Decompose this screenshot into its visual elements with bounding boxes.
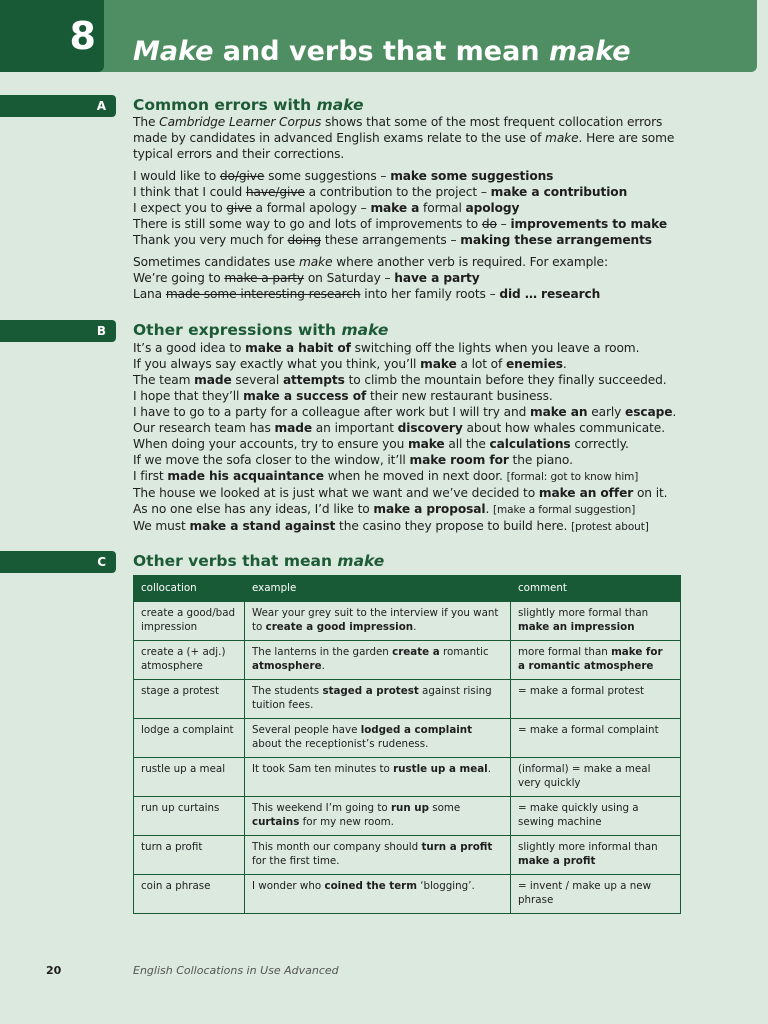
section-a-other-verbs	[133, 254, 733, 302]
cell-comment: slightly more informal than make a profit	[511, 835, 681, 874]
text-line: If we move the sofa closer to the window, it’ll make room for the piano.	[133, 453, 573, 467]
cell-comment: = make a formal protest	[511, 679, 681, 718]
cell-collocation: create a (+ adj.) atmosphere	[134, 640, 245, 679]
cell-example: It took Sam ten minutes to rustle up a meal.	[245, 757, 511, 796]
unit-title-part3: make	[548, 36, 631, 67]
text-line: I have to go to a party for a colleague after work but I will try and make an early escape.	[133, 405, 677, 419]
table-row	[134, 874, 681, 913]
cell-collocation: coin a phrase	[134, 874, 245, 913]
text-line: When doing your accounts, try to ensure you make all the calculations correctly.	[133, 437, 629, 451]
table-header-row	[134, 576, 681, 602]
table-row	[134, 601, 681, 640]
section-a-errors	[133, 168, 733, 248]
text-line: If you always say exactly what you think, you’ll make a lot of enemies.	[133, 357, 567, 371]
cell-comment: = make a formal complaint	[511, 718, 681, 757]
section-b-letter: B	[96, 324, 106, 338]
cell-example: This weekend I’m going to run up some curtains for my new room.	[245, 796, 511, 835]
text-line: Thank you very much for doing these arrangements – making these arrangements	[133, 233, 652, 247]
text-line: It’s a good idea to make a habit of switching off the lights when you leave a room.	[133, 341, 640, 355]
cell-example: Several people have lodged a complaint about the receptionist’s rudeness.	[245, 718, 511, 757]
unit-title-part1: Make	[133, 36, 214, 67]
unit-number: 8	[69, 14, 96, 58]
cell-comment: more formal than make for a romantic atmosphere	[511, 640, 681, 679]
page-number: 20	[46, 964, 62, 977]
table-row	[134, 718, 681, 757]
section-b-title-prefix: Other expressions with	[133, 321, 342, 339]
cell-comment: slightly more formal than make an impression	[511, 601, 681, 640]
table-row	[134, 679, 681, 718]
table-body	[134, 601, 681, 913]
section-c-title-prefix: Other verbs that mean	[133, 552, 338, 570]
header-example: example	[245, 576, 511, 602]
text-line: Lana made some interesting research into her family roots – did … research	[133, 287, 601, 301]
table-row	[134, 835, 681, 874]
text-line: The Cambridge Learner Corpus shows that some of the most frequent collocation errors	[133, 115, 663, 129]
section-a-title-italic: make	[316, 96, 364, 114]
text-line: made by candidates in advanced English exams relate to the use of make. Here are some	[133, 131, 675, 145]
cell-comment: = invent / make up a new phrase	[511, 874, 681, 913]
table-row	[134, 796, 681, 835]
section-b-title	[133, 320, 388, 340]
section-a-title	[133, 95, 363, 115]
text-line: There is still some way to go and lots of improvements to do – improvements to make	[133, 217, 668, 231]
table-row	[134, 757, 681, 796]
cell-example: The lanterns in the garden create a romantic atmosphere.	[245, 640, 511, 679]
text-line: typical errors and their corrections.	[133, 147, 345, 161]
section-a-title-prefix: Common errors with	[133, 96, 317, 114]
section-a-body	[133, 114, 733, 302]
text-line: I would like to do/give some suggestions – make some suggestions	[133, 169, 554, 183]
unit-title-part2: and verbs that mean	[213, 36, 549, 67]
text-line: The team made several attempts to climb the mountain before they finally succeeded.	[133, 373, 667, 387]
cell-example: This month our company should turn a profit for the first time.	[245, 835, 511, 874]
section-a-tab	[0, 95, 116, 117]
text-line: As no one else has any ideas, I’d like to make a proposal. [make a formal suggestion]	[133, 502, 636, 516]
unit-title	[133, 34, 631, 70]
cell-comment: = make quickly using a sewing machine	[511, 796, 681, 835]
collocation-table	[133, 575, 681, 914]
cell-example: Wear your grey suit to the interview if you want to create a good impression.	[245, 601, 511, 640]
section-b-lines	[133, 340, 733, 535]
header-collocation: collocation	[134, 576, 245, 602]
text-line: We’re going to make a party on Saturday – have a party	[133, 271, 480, 285]
section-a-intro	[133, 114, 733, 162]
text-line: Sometimes candidates use make where another verb is required. For example:	[133, 255, 608, 269]
cell-example: The students staged a protest against rising tuition fees.	[245, 679, 511, 718]
book-title: English Collocations in Use Advanced	[133, 964, 339, 977]
section-b-tab	[0, 320, 116, 342]
cell-collocation: lodge a complaint	[134, 718, 245, 757]
header-comment: comment	[511, 576, 681, 602]
section-c-title	[133, 551, 384, 571]
cell-example: I wonder who coined the term ‘blogging’.	[245, 874, 511, 913]
cell-collocation: rustle up a meal	[134, 757, 245, 796]
cell-collocation: create a good/bad impression	[134, 601, 245, 640]
section-a-letter: A	[96, 99, 106, 113]
text-line: I hope that they’ll make a success of their new restaurant business.	[133, 389, 553, 403]
section-b-body	[133, 340, 733, 535]
unit-number-box	[0, 0, 104, 72]
text-line: We must make a stand against the casino they propose to build here. [protest about]	[133, 519, 649, 533]
table-row	[134, 640, 681, 679]
cell-comment: (informal) = make a meal very quickly	[511, 757, 681, 796]
cell-collocation: turn a profit	[134, 835, 245, 874]
text-line: I think that I could have/give a contribution to the project – make a contribution	[133, 185, 628, 199]
section-b-title-italic: make	[341, 321, 389, 339]
cell-collocation: stage a protest	[134, 679, 245, 718]
section-c-tab	[0, 551, 116, 573]
text-line: The house we looked at is just what we want and we’ve decided to make an offer on it.	[133, 486, 668, 500]
section-c-title-italic: make	[337, 552, 385, 570]
text-line: I first made his acquaintance when he moved in next door. [formal: got to know him]	[133, 469, 639, 483]
cell-collocation: run up curtains	[134, 796, 245, 835]
text-line: Our research team has made an important discovery about how whales communicate.	[133, 421, 665, 435]
text-line: I expect you to give a formal apology – make a formal apology	[133, 201, 520, 215]
section-c-letter: C	[97, 555, 106, 569]
